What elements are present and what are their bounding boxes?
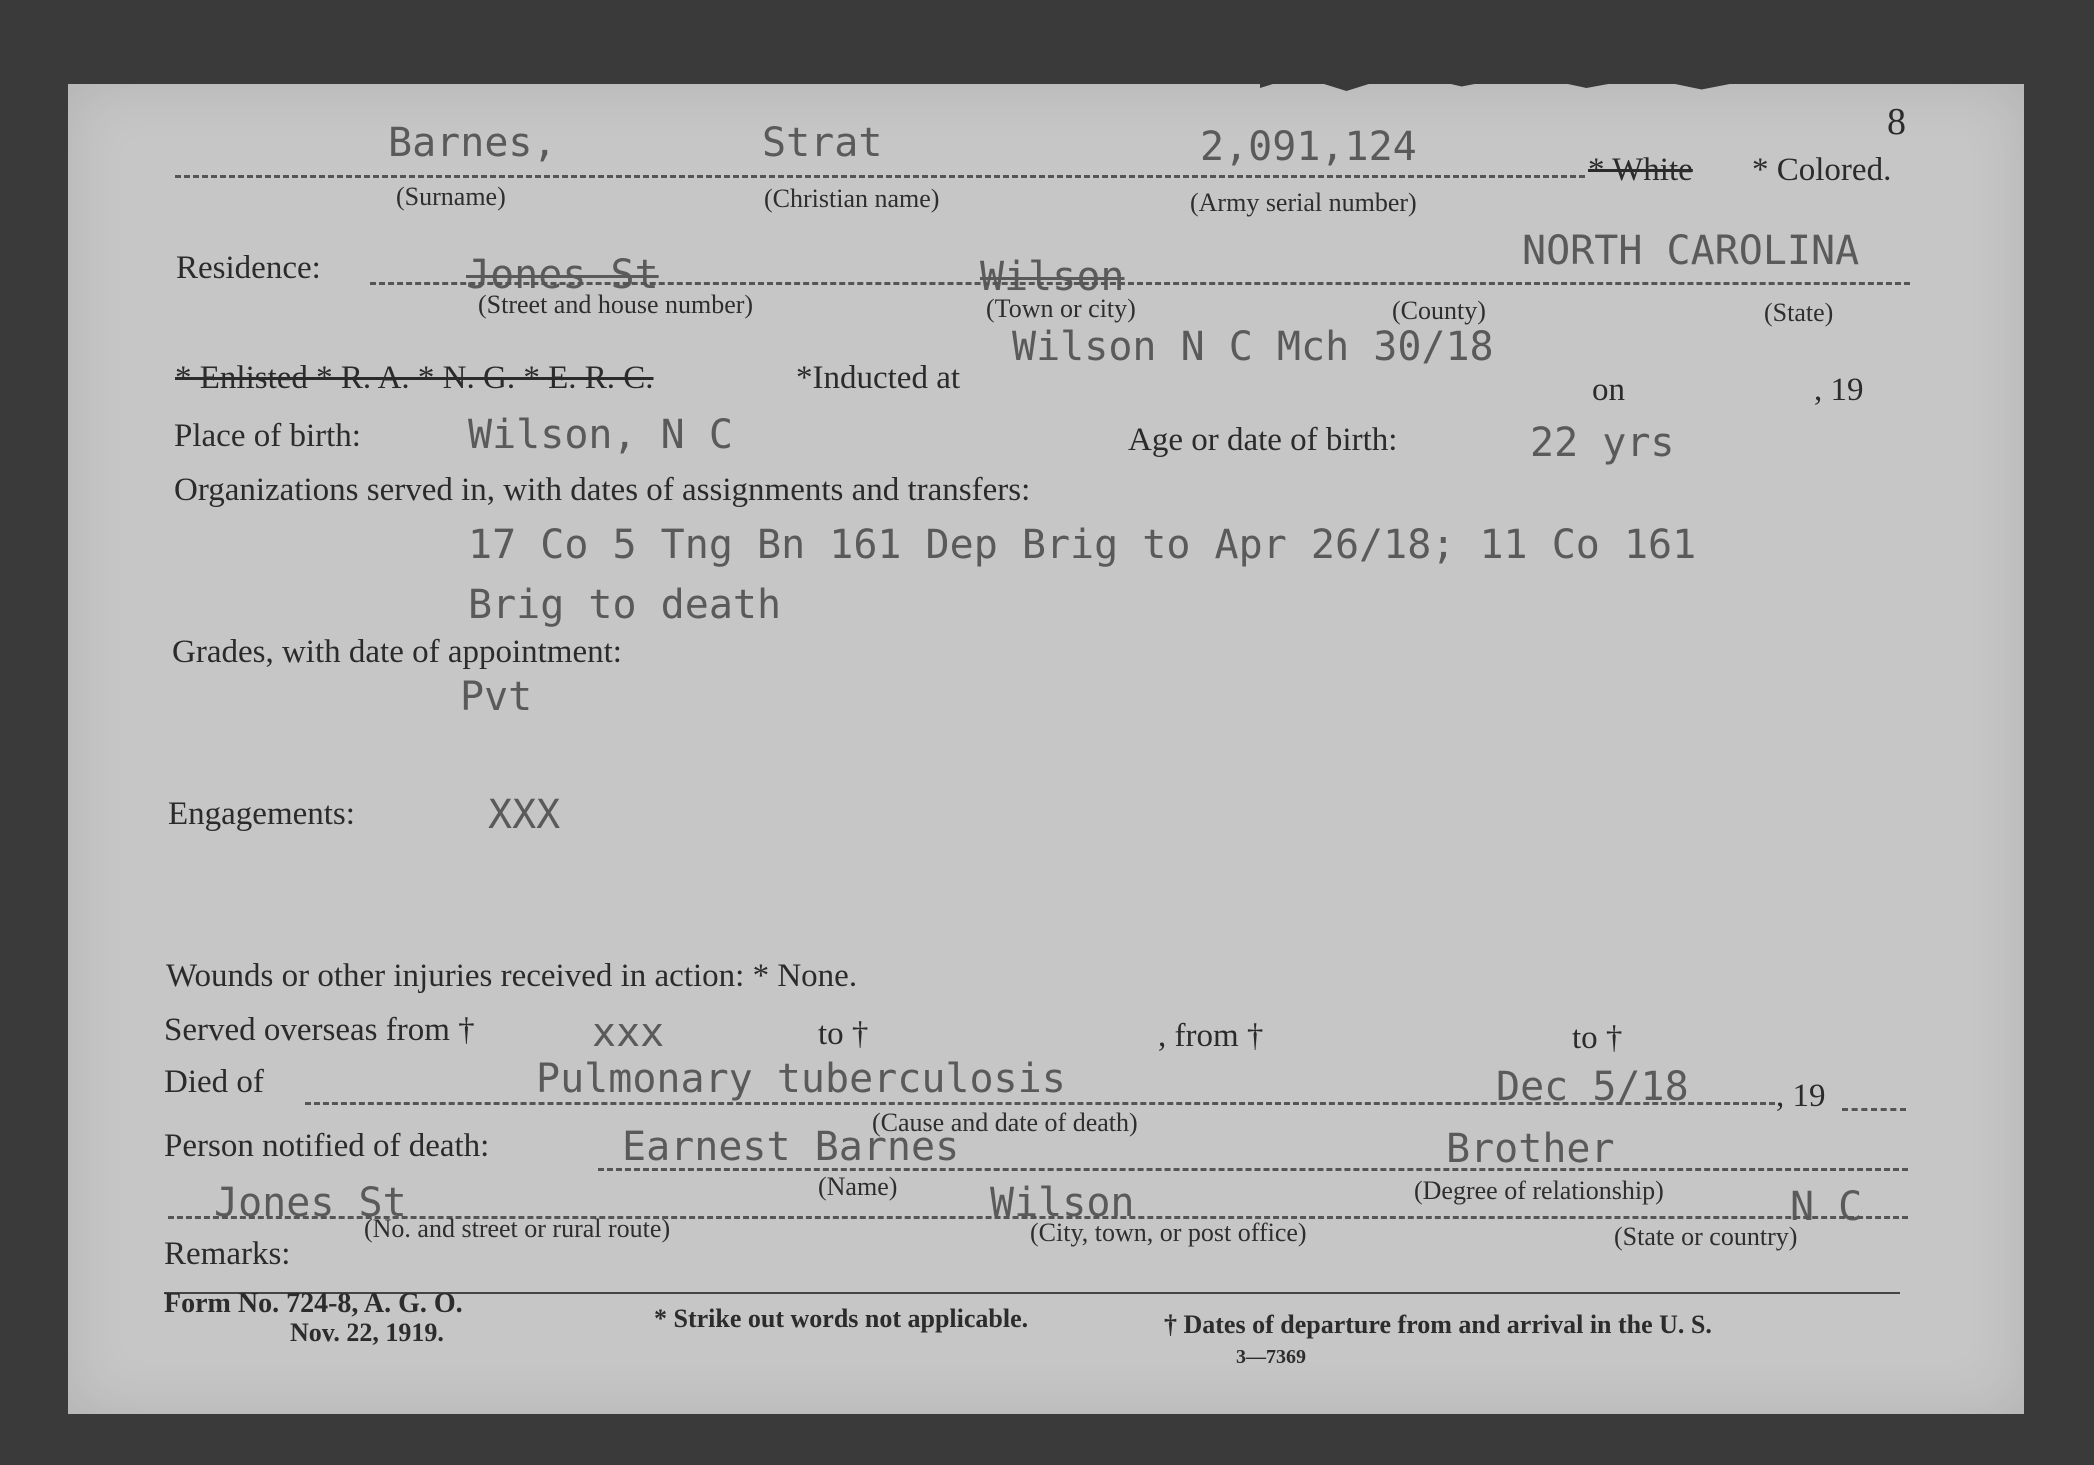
died-of-label: Died of [164,1064,264,1100]
christian-name-label: (Christian name) [764,184,940,213]
residence-state-value: NORTH CAROLINA [1522,228,1860,274]
death-underline [305,1102,1775,1105]
age-value: 22 yrs [1530,420,1675,466]
surname-value: Barnes, [388,120,557,166]
overseas-to-label: to † [818,1016,869,1052]
strike-note: * Strike out words not applicable. [654,1304,1029,1333]
county-label: (County) [1392,296,1486,325]
birthplace-label: Place of birth: [174,418,361,454]
form-number: Form No. 724-8, A. G. O. [164,1288,463,1319]
residence-street-value: Jones St [466,252,659,298]
inducted-place-date-value: Wilson N C Mch 30/18 [1012,324,1494,370]
death-date-value: Dec 5/18 [1496,1064,1689,1110]
remarks-label: Remarks: [164,1236,291,1272]
age-label: Age or date of birth: [1128,422,1398,458]
residence-town-value: Wilson [980,254,1125,300]
notified-city-value: Wilson [990,1180,1135,1226]
death-cause-value: Pulmonary tuberculosis [536,1056,1066,1102]
overseas-from-label: Served overseas from † [164,1012,475,1048]
death-year-label: , 19 [1776,1078,1826,1114]
grade-value: Pvt [460,674,533,720]
white-label: * White [1588,152,1693,188]
residence-label: Residence: [176,250,321,286]
street-label: (Street and house number) [478,290,754,319]
colored-label: * Colored. [1752,152,1892,188]
birthplace-value: Wilson, N C [468,412,733,458]
dates-note: † Dates of departure from and arrival in the U. S. [1164,1310,1712,1339]
notified-state-label: (State or country) [1614,1222,1798,1251]
relationship-value: Brother [1446,1126,1615,1172]
engagements-value: XXX [488,792,561,838]
name-underline [175,175,1585,178]
serial-number-label: (Army serial number) [1190,188,1417,217]
notified-name-label: (Name) [818,1172,898,1201]
card-number: 8 [1887,101,1906,143]
form-date: Nov. 22, 1919. [290,1318,444,1347]
inducted-label: *Inducted at [796,360,961,396]
struck-enlistment-options: * Enlisted * R. A. * N. G. * E. R. C. [175,360,654,396]
notified-street-label: (No. and street or rural route) [364,1214,671,1243]
organizations-line-2: Brig to death [468,582,782,628]
print-code: 3—7369 [1236,1346,1306,1368]
notified-street-value: Jones St [214,1180,407,1226]
notified-city-label: (City, town, or post office) [1030,1218,1307,1247]
serial-number-value: 2,091,124 [1200,124,1417,170]
on-label: on [1592,372,1625,408]
death-cause-label: (Cause and date of death) [872,1108,1138,1137]
notified-label: Person notified of death: [164,1128,490,1164]
induction-year-label: , 19 [1814,372,1864,408]
notified-underline [598,1168,1908,1171]
organizations-line-1: 17 Co 5 Tng Bn 161 Dep Brig to Apr 26/18; 11 Co 161 [468,522,1697,568]
residence-underline [370,282,1910,285]
grades-label: Grades, with date of appointment: [172,634,622,670]
overseas-from-value: xxx [592,1010,665,1056]
organizations-label: Organizations served in, with dates of assignments and transfers: [174,472,1031,508]
state-label: (State) [1764,298,1834,327]
relationship-label: (Degree of relationship) [1414,1176,1664,1205]
death-year-underline [1842,1108,1906,1111]
notified-name-value: Earnest Barnes [622,1124,960,1170]
surname-label: (Surname) [396,182,506,211]
notified-state-value: N C [1790,1184,1863,1230]
overseas-from-2-label: , from † [1158,1018,1264,1054]
town-label: (Town or city) [986,294,1136,323]
christian-name-value: Strat [762,120,883,166]
engagements-label: Engagements: [168,796,355,832]
wounds-label: Wounds or other injuries received in action: * None. [166,958,858,994]
overseas-to-2-label: to † [1572,1020,1623,1056]
